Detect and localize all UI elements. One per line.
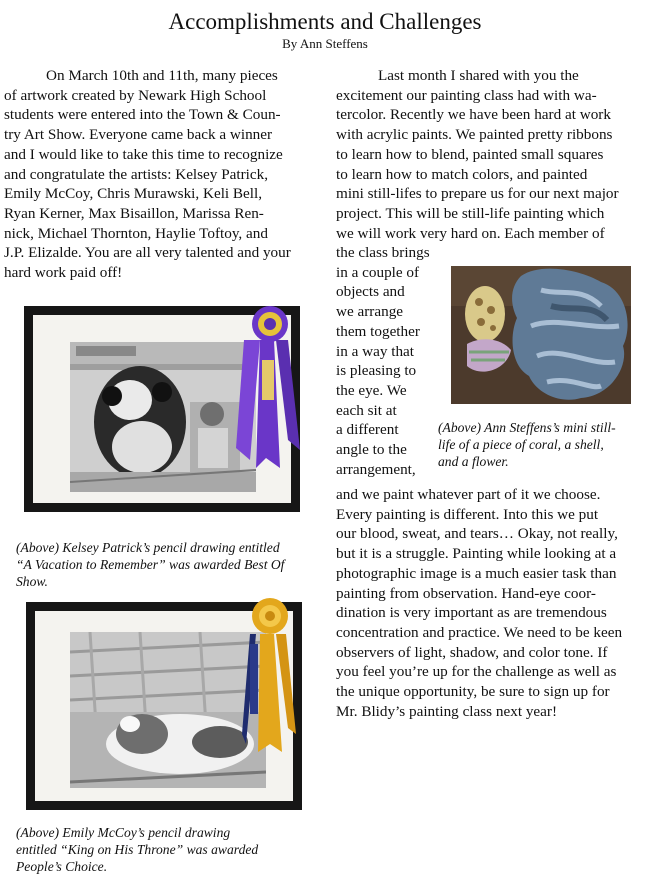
caption-still-life xyxy=(438,419,648,470)
article-byline: By Ann Steffens xyxy=(282,36,368,51)
text-line: and congratulate the artists: Kelsey Patrick, xyxy=(4,165,269,183)
text-line: of artwork created by Newark High School xyxy=(4,86,267,104)
drawing-vacation-image xyxy=(70,342,256,492)
caption-vacation xyxy=(16,539,316,590)
text-line: Emily McCoy, Chris Murawski, Keli Bell, xyxy=(4,185,263,203)
text-line: Last month I shared with you the xyxy=(378,67,579,84)
text-line: mini still-lifes to prepare us for our next major xyxy=(336,185,619,203)
drawing-king-image xyxy=(70,632,266,788)
text-line: and we paint whatever part of it we choose. xyxy=(336,486,601,503)
text-line: with acrylic paints. We painted pretty ribbons xyxy=(336,126,613,144)
text-line: in a couple of xyxy=(336,263,420,281)
text-line: dination is very important as are tremendous xyxy=(336,604,607,622)
text-line: in a way that xyxy=(336,342,415,360)
text-line: project. This will be still-life painting which xyxy=(336,204,605,222)
text-line: concentration and practice. We need to be keen xyxy=(336,623,623,641)
caption-king xyxy=(16,824,316,875)
text-line: angle to the xyxy=(336,441,407,459)
text-line: the unique opportunity, be sure to sign up for xyxy=(336,683,610,701)
caption-line: and a flower. xyxy=(438,454,509,469)
caption-line: Show. xyxy=(16,574,48,589)
text-line: and I would like to take this time to recognize xyxy=(4,145,283,163)
text-line: excitement our painting class had with wa- xyxy=(336,86,597,104)
text-line: we will work very hard on. Each member of xyxy=(336,224,605,242)
text-line: but it is a struggle. Painting while looking at a xyxy=(336,545,617,563)
text-line: the eye. We xyxy=(336,381,407,399)
caption-line: (Above) Ann Steffens’s mini still- xyxy=(438,420,616,435)
caption-line: (Above) Emily McCoy’s pencil drawing xyxy=(16,825,231,840)
text-line: arrangement, xyxy=(336,460,416,478)
text-line: hard work paid off! xyxy=(4,264,123,282)
article-title: Accomplishments and Challenges xyxy=(168,9,482,34)
text-line: observers of light, shadow, and color tone. If xyxy=(336,643,608,661)
right-paragraph-narrow xyxy=(336,243,436,479)
text-line: Every painting is different. Into this we put xyxy=(336,505,599,523)
text-line: photographic image is a much easier task than xyxy=(336,564,617,582)
text-line: a different xyxy=(336,421,399,439)
text-line: to learn how to match colors, and painted xyxy=(336,165,588,183)
caption-line: People’s Choice. xyxy=(16,859,108,874)
text-line: On March 10th and 11th, many pieces xyxy=(46,67,278,84)
text-line: we arrange xyxy=(336,303,404,321)
peoples-choice-ribbon-icon xyxy=(242,594,298,754)
text-line: students were entered into the Town & Coun- xyxy=(4,106,281,124)
right-paragraph-top xyxy=(336,66,648,243)
text-line: Ryan Kerner, Max Bisaillon, Marissa Ren- xyxy=(4,204,264,222)
caption-line: (Above) Kelsey Patrick’s pencil drawing entitled xyxy=(16,540,280,555)
caption-line: entitled “King on His Throne” was awarded xyxy=(16,842,259,857)
text-line: you feel you’re up for the challenge as well as xyxy=(336,663,617,681)
left-paragraph xyxy=(4,66,322,283)
text-line: objects and xyxy=(336,283,405,301)
right-paragraph-bottom xyxy=(336,485,650,721)
text-line: nick, Michael Thornton, Haylie Toftoy, and xyxy=(4,224,268,242)
text-line: our blood, sweat, and tears… Okay, not really, xyxy=(336,525,618,543)
text-line: try Art Show. Everyone came back a winner xyxy=(4,126,273,144)
text-line: the class brings xyxy=(336,244,430,261)
text-line: tercolor. Recently we have been hard at work xyxy=(336,106,611,124)
text-line: Mr. Blidy’s painting class next year! xyxy=(336,702,558,720)
text-line: each sit at xyxy=(336,401,397,419)
text-line: them together xyxy=(336,322,420,340)
best-of-show-ribbon-icon xyxy=(230,300,306,470)
text-line: J.P. Elizalde. You are all very talented and your xyxy=(4,244,291,262)
caption-line: life of a piece of coral, a shell, xyxy=(438,437,604,452)
caption-line: “A Vacation to Remember” was awarded Best Of xyxy=(16,557,285,572)
still-life-painting-image xyxy=(451,266,631,404)
text-line: to learn how to blend, painted small squares xyxy=(336,145,604,163)
text-line: is pleasing to xyxy=(336,362,417,380)
text-line: painting from observation. Hand-eye coor- xyxy=(336,584,596,602)
